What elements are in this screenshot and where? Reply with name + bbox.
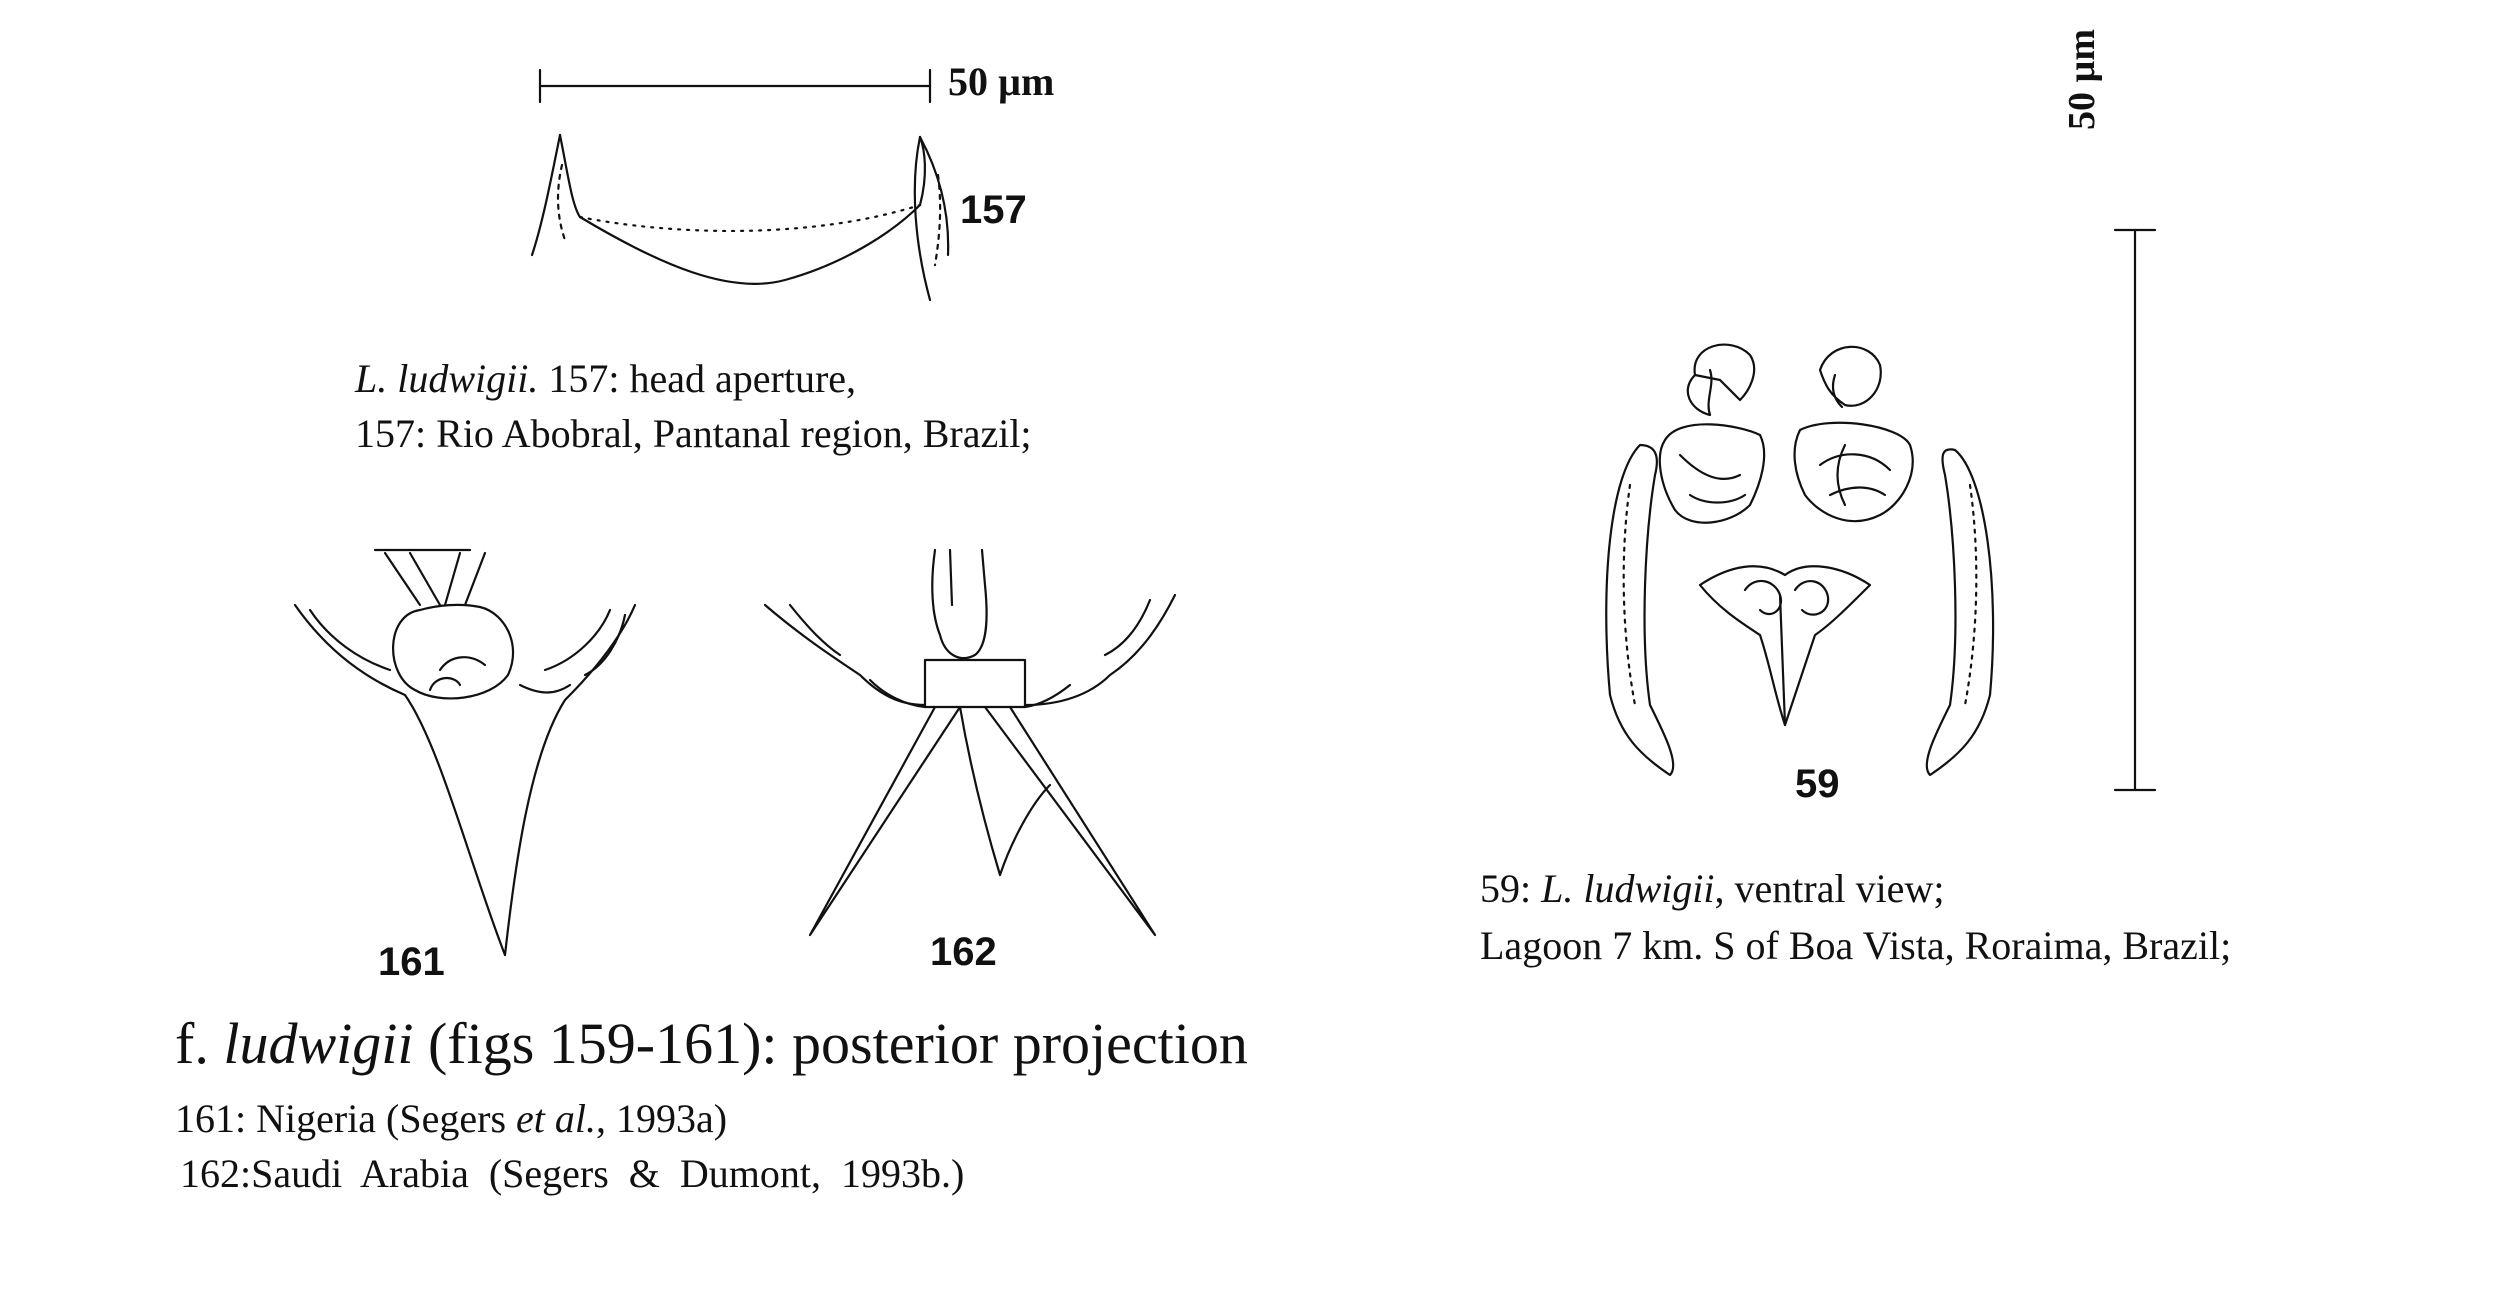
- caption-161-end: , 1993a): [596, 1096, 728, 1141]
- caption-59-line1: [1480, 865, 1944, 912]
- head-aperture-drawing-157: [510, 125, 960, 315]
- ventral-view-drawing-59: [1580, 335, 2020, 785]
- scale-bar-59-label: 50 µm: [2061, 28, 2103, 130]
- figure-number-59: 59: [1795, 762, 1840, 806]
- figure-number-161: 161: [378, 940, 445, 984]
- posterior-projection-drawing-161: [290, 545, 650, 965]
- caption-161-locality: [175, 1095, 727, 1142]
- scale-bar-157: [530, 60, 950, 120]
- caption-59-line2: Lagoon 7 km. S of Boa Vista, Roraima, Brazil;: [1480, 923, 2232, 968]
- caption-59-prefix: 59:: [1480, 866, 1532, 911]
- caption-59-rest: , ventral view;: [1714, 866, 1945, 911]
- figure-number-162: 162: [930, 930, 997, 974]
- caption-species: ludwigii: [223, 1011, 414, 1076]
- caption-157-desc: 157: head aperture,: [548, 356, 857, 401]
- scale-bar-59: [2105, 220, 2165, 800]
- figure-number-157: 157: [960, 188, 1027, 232]
- caption-prefix: f.: [175, 1011, 209, 1076]
- caption-157-line1: [355, 355, 856, 402]
- posterior-projection-drawing-162: [760, 545, 1180, 955]
- caption-162-locality: 162:Saudi Arabia (Segers & Dumont, 1993b.): [180, 1151, 965, 1196]
- caption-rest: (figs 159-161): posterior projection: [427, 1011, 1248, 1076]
- caption-59-species: L. ludwigii: [1541, 866, 1715, 911]
- caption-161-text: 161: Nigeria (Segers: [175, 1096, 507, 1141]
- caption-157-line2: 157: Rio Abobral, Pantanal region, Brazil;: [355, 411, 1032, 456]
- caption-161-etal: et al.: [516, 1096, 596, 1141]
- scale-bar-157-label: 50 µm: [948, 59, 1055, 104]
- caption-157-species: L. ludwigii.: [355, 356, 539, 401]
- posterior-projection-caption-title: [175, 1010, 1248, 1077]
